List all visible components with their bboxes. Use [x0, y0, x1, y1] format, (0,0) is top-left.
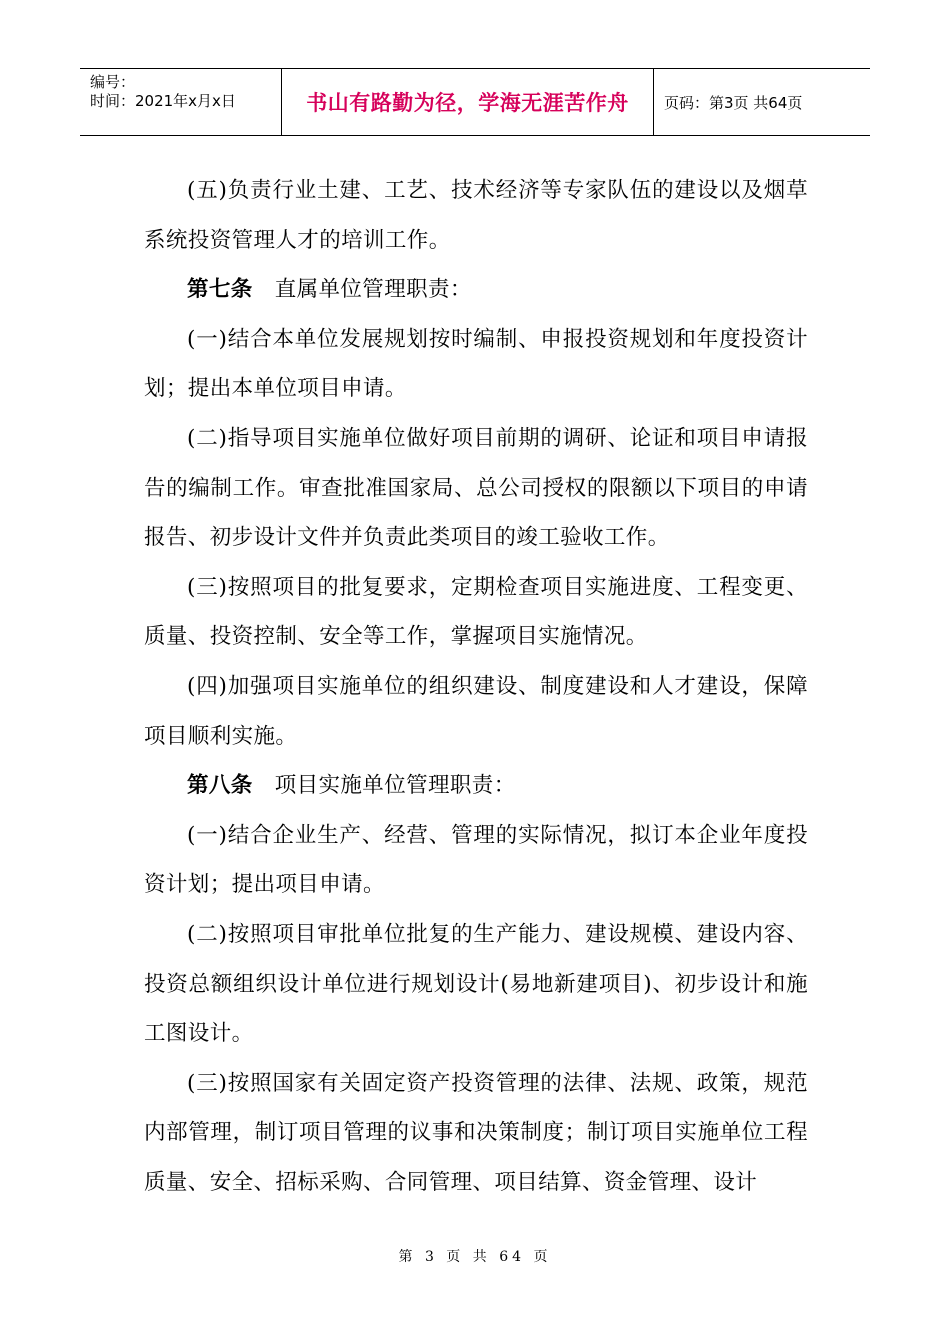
- paragraph: (一)结合本单位发展规划按时编制、申报投资规划和年度投资计划；提出本单位项目申请。: [144, 326, 808, 402]
- article-heading-7: [144, 265, 808, 315]
- article-title: 第八条: [187, 773, 253, 799]
- header-meta-cell: [80, 69, 282, 135]
- paragraph: (三)按照国家有关固定资产投资管理的法律、法规、政策，规范内部管理，制订项目管理的议事和决策制度；制订项目实施单位工程质量、安全、招标采购、合同管理、项目结算、资金管理、设计: [144, 1070, 808, 1195]
- article-heading-8: [144, 761, 808, 811]
- paragraph: (五)负责行业土建、工艺、技术经济等专家队伍的建设以及烟草系统投资管理人才的培训工作。: [144, 178, 808, 253]
- paragraph: (一)结合企业生产、经营、管理的实际情况，拟订本企业年度投资计划；提出项目申请。: [144, 822, 808, 898]
- paragraph: (二)按照项目审批单位批复的生产能力、建设规模、建设内容、投资总额组织设计单位进行规划设计(易地新建项目)、初步设计和施工图设计。: [144, 921, 808, 1047]
- header-page-number: 页码：第3页 共64页: [664, 93, 803, 112]
- page-footer: 第 3 页 共 64 页: [398, 1249, 552, 1265]
- paragraph: (四)加强项目实施单位的组织建设、制度建设和人才建设，保障项目顺利实施。: [144, 673, 808, 749]
- header-motto: 书山有路勤为径，学海无涯苦作舟: [306, 91, 629, 115]
- page-header: [80, 68, 870, 136]
- document-time-label: 时间：2021年x月x日: [90, 92, 236, 110]
- paragraph: (三)按照项目的批复要求，定期检查项目实施进度、工程变更、质量、投资控制、安全等工作，掌握项目实施情况。: [144, 574, 808, 650]
- document-body: [144, 166, 808, 1207]
- header-page-cell: [654, 69, 870, 135]
- paragraph: (二)指导项目实施单位做好项目前期的调研、论证和项目申请报告的编制工作。审查批准国家局、总公司授权的限额以下项目的申请报告、初步设计文件并负责此类项目的竣工验收工作。: [144, 425, 808, 551]
- document-number-label: 编号：: [90, 73, 136, 91]
- article-title: 第七条: [187, 277, 253, 303]
- article-subject: 直属单位管理职责：: [274, 277, 472, 303]
- article-subject: 项目实施单位管理职责：: [274, 773, 516, 799]
- header-motto-cell: [282, 69, 654, 135]
